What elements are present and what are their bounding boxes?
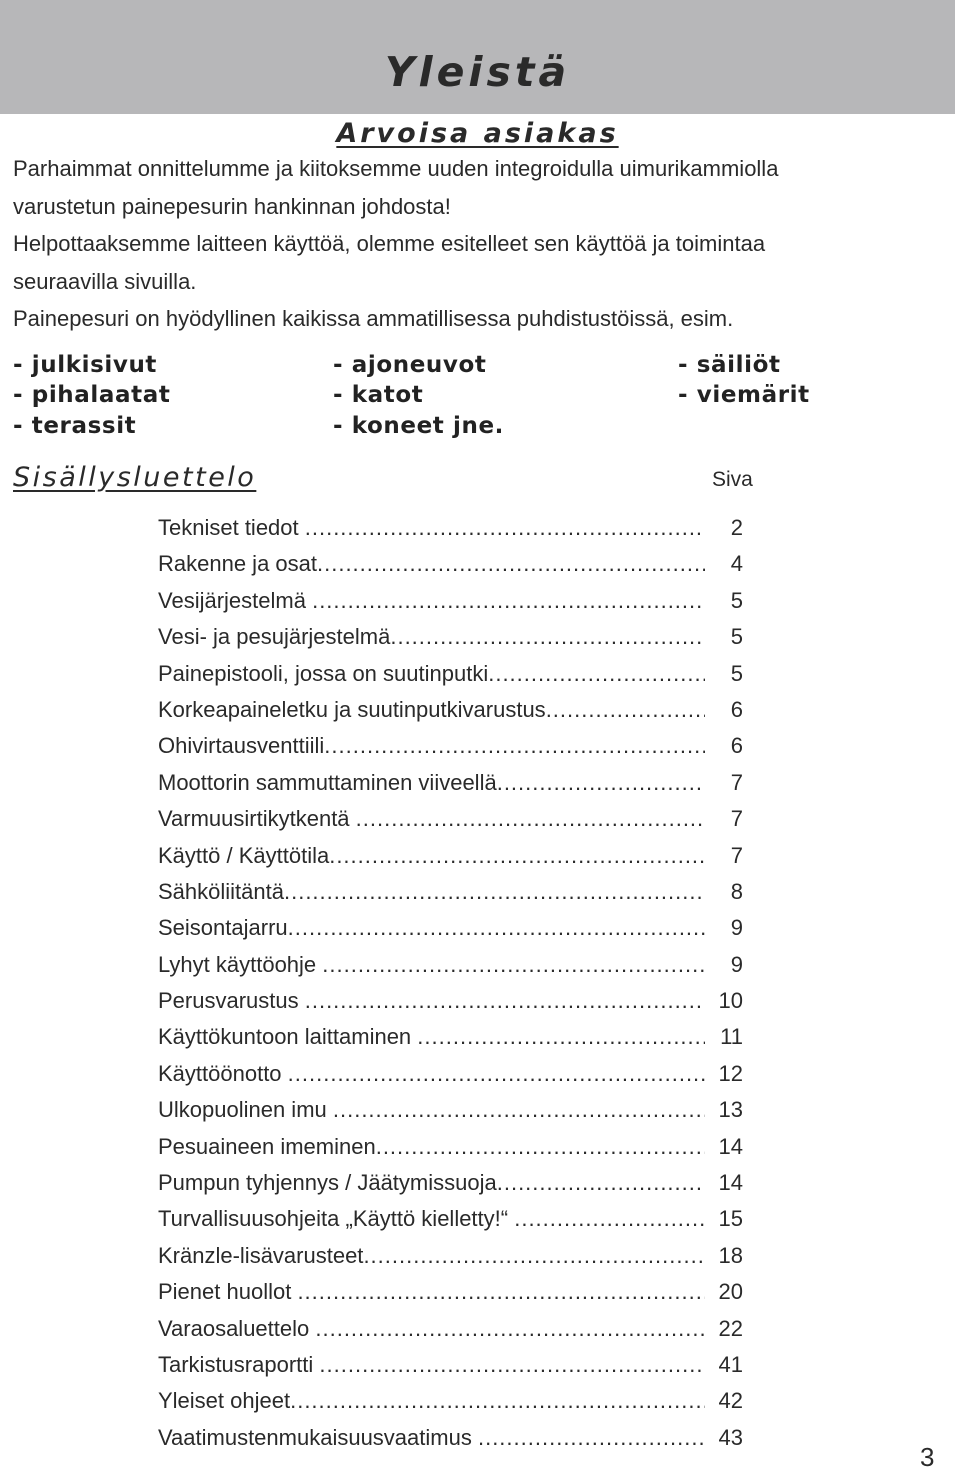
toc-entry-page: 5 <box>730 587 743 613</box>
toc-entry-title: Varaosaluettelo <box>158 1315 316 1341</box>
toc-entry[interactable] <box>158 583 758 619</box>
toc-entry-title: Ulkopuolinen imu <box>158 1097 333 1123</box>
toc-entry-title: Pienet huollot <box>158 1279 298 1305</box>
toc-leader-dots <box>478 1420 705 1456</box>
toc-entry[interactable] <box>158 728 758 764</box>
use-case-item: - pihalaatat <box>13 382 171 408</box>
toc-entry-page: 13 <box>718 1097 743 1123</box>
toc-entry[interactable] <box>158 910 758 946</box>
toc-entry-title: Käyttö / Käyttötila <box>158 842 330 868</box>
intro-line: seuraavilla sivuilla. <box>13 268 197 294</box>
toc-page-column-label: Siva <box>712 468 753 491</box>
page-title: Yleistä <box>384 48 571 96</box>
toc-entry[interactable] <box>158 510 758 546</box>
toc-entry[interactable] <box>158 801 758 837</box>
toc-entry-page: 7 <box>730 842 743 868</box>
toc-entry-page: 22 <box>718 1315 743 1341</box>
toc-entry-page: 43 <box>718 1424 743 1450</box>
toc-leader-dots <box>315 1311 705 1347</box>
toc-entry-title: Vesijärjestelmä <box>158 587 313 613</box>
intro-line: varustetun painepesurin hankinnan johdosta! <box>13 193 451 219</box>
toc-entry-page: 9 <box>730 951 743 977</box>
toc-entry-title: Tarkistusraportti <box>158 1351 320 1377</box>
toc-entry-page: 20 <box>718 1279 743 1305</box>
toc-entry-title: Korkeapaineletku ja suutinputkivarustus <box>158 696 546 722</box>
greeting-heading: Arvoisa asiakas <box>336 118 619 149</box>
toc-entry-title: Sähköliitäntä <box>158 878 284 904</box>
toc-entry-page: 2 <box>730 515 743 540</box>
toc-entry-page: 7 <box>730 806 743 832</box>
toc-leader-dots <box>305 983 705 1019</box>
use-case-item: - julkisivut <box>13 352 158 378</box>
use-case-item: - säiliöt <box>678 352 781 378</box>
toc-entry[interactable] <box>158 1129 758 1165</box>
toc-entry[interactable] <box>158 546 758 582</box>
use-case-item: - viemärit <box>678 382 810 408</box>
toc-leader-dots <box>376 1129 705 1165</box>
toc-entry-title: Kränzle-lisävarusteet <box>158 1242 364 1268</box>
toc-heading: Sisällysluettelo <box>13 462 257 493</box>
toc-leader-dots <box>288 910 705 946</box>
toc-entry-title: Yleiset ohjeet <box>158 1388 291 1414</box>
toc-entry[interactable] <box>158 1383 758 1419</box>
toc-entry[interactable] <box>158 1238 758 1274</box>
toc-entry-page: 6 <box>730 696 743 722</box>
toc-entry[interactable] <box>158 1274 758 1310</box>
table-of-contents <box>158 510 758 1456</box>
toc-entry-title: Lyhyt käyttöohje <box>158 951 323 977</box>
use-case-item: - ajoneuvot <box>333 352 487 378</box>
use-case-item: - terassit <box>13 413 137 439</box>
toc-entry[interactable] <box>158 947 758 983</box>
toc-entry-page: 41 <box>718 1351 743 1377</box>
toc-entry[interactable] <box>158 1347 758 1383</box>
toc-entry-page: 4 <box>730 551 743 577</box>
toc-leader-dots <box>497 765 705 801</box>
toc-entry-title: Painepistooli, jossa on suutinputki <box>158 660 489 686</box>
toc-entry-page: 18 <box>718 1242 743 1268</box>
toc-leader-dots <box>324 728 705 764</box>
page-number: 3 <box>920 1442 935 1472</box>
toc-leader-dots <box>497 1165 705 1201</box>
toc-leader-dots <box>305 510 705 546</box>
toc-entry-page: 5 <box>730 624 743 650</box>
toc-entry-page: 11 <box>720 1024 743 1050</box>
use-cases-list <box>13 350 943 446</box>
intro-line: Helpottaaksemme laitteen käyttöä, olemme esitelleet sen käyttöä ja toimintaa <box>13 231 766 257</box>
use-case-item: - katot <box>333 382 424 408</box>
intro-line: Parhaimmat onnittelumme ja kiitoksemme uuden integroidulla uimurikammiolla <box>13 156 779 181</box>
toc-leader-dots <box>546 692 705 728</box>
toc-leader-dots <box>290 1383 705 1419</box>
toc-entry[interactable] <box>158 692 758 728</box>
intro-text <box>13 150 943 338</box>
toc-leader-dots <box>417 1019 705 1055</box>
toc-entry-title: Vaatimustenmukaisuusvaatimus <box>158 1424 478 1450</box>
toc-entry-title: Vesi- ja pesujärjestelmä <box>158 624 391 650</box>
toc-entry[interactable] <box>158 1311 758 1347</box>
toc-entry-title: Moottorin sammuttaminen viiveellä <box>158 769 497 795</box>
toc-entry-title: Pumpun tyhjennys / Jäätymissuoja <box>158 1170 497 1196</box>
toc-leader-dots <box>284 874 705 910</box>
toc-entry-title: Perusvarustus <box>158 988 305 1014</box>
title-banner <box>0 0 955 114</box>
toc-entry-title: Käyttökuntoon laittaminen <box>158 1024 418 1050</box>
toc-entry[interactable] <box>158 983 758 1019</box>
toc-leader-dots <box>329 838 705 874</box>
toc-entry[interactable] <box>158 1165 758 1201</box>
toc-entry-title: Käyttöönotto <box>158 1060 288 1086</box>
toc-leader-dots <box>363 1238 705 1274</box>
toc-entry-title: Rakenne ja osat <box>158 551 317 577</box>
toc-entry[interactable] <box>158 838 758 874</box>
toc-entry-page: 15 <box>718 1206 743 1232</box>
toc-entry[interactable] <box>158 1056 758 1092</box>
toc-leader-dots <box>356 801 705 837</box>
toc-leader-dots <box>514 1201 705 1237</box>
toc-entry-title: Pesuaineen imeminen <box>158 1133 376 1159</box>
toc-entry-page: 14 <box>718 1133 743 1159</box>
toc-leader-dots <box>297 1274 705 1310</box>
toc-entry-title: Tekniset tiedot <box>158 515 305 540</box>
toc-entry-page: 10 <box>718 988 743 1014</box>
toc-entry-title: Turvallisuusohjeita „Käyttö kielletty!“ <box>158 1206 515 1232</box>
toc-leader-dots <box>322 947 705 983</box>
toc-entry[interactable] <box>158 1019 758 1055</box>
toc-entry-page: 42 <box>718 1388 743 1414</box>
toc-entry-title: Varmuusirtikytkentä <box>158 806 356 832</box>
toc-entry[interactable] <box>158 619 758 655</box>
toc-entry-page: 6 <box>730 733 743 759</box>
toc-entry-page: 7 <box>730 769 743 795</box>
toc-entry[interactable] <box>158 765 758 801</box>
toc-entry-page: 8 <box>730 878 743 904</box>
toc-leader-dots <box>312 583 705 619</box>
toc-entry[interactable] <box>158 1092 758 1128</box>
toc-entry[interactable] <box>158 656 758 692</box>
toc-leader-dots <box>319 1347 705 1383</box>
use-case-item: - koneet jne. <box>333 413 505 439</box>
toc-entry[interactable] <box>158 1420 758 1456</box>
toc-entry-page: 9 <box>730 915 743 941</box>
toc-entry-title: Ohivirtausventtiili <box>158 733 325 759</box>
toc-leader-dots <box>333 1092 705 1128</box>
toc-entry-page: 12 <box>718 1060 743 1086</box>
toc-leader-dots <box>288 1056 705 1092</box>
intro-line: Painepesuri on hyödyllinen kaikissa ammatillisessa puhdistustöissä, esim. <box>13 306 734 332</box>
toc-entry[interactable] <box>158 874 758 910</box>
toc-leader-dots <box>390 619 705 655</box>
toc-entry[interactable] <box>158 1201 758 1237</box>
toc-entry-page: 14 <box>718 1170 743 1196</box>
toc-leader-dots <box>488 656 705 692</box>
toc-entry-title: Seisontajarru <box>158 915 288 941</box>
toc-leader-dots <box>317 546 705 582</box>
toc-entry-page: 5 <box>730 660 743 686</box>
